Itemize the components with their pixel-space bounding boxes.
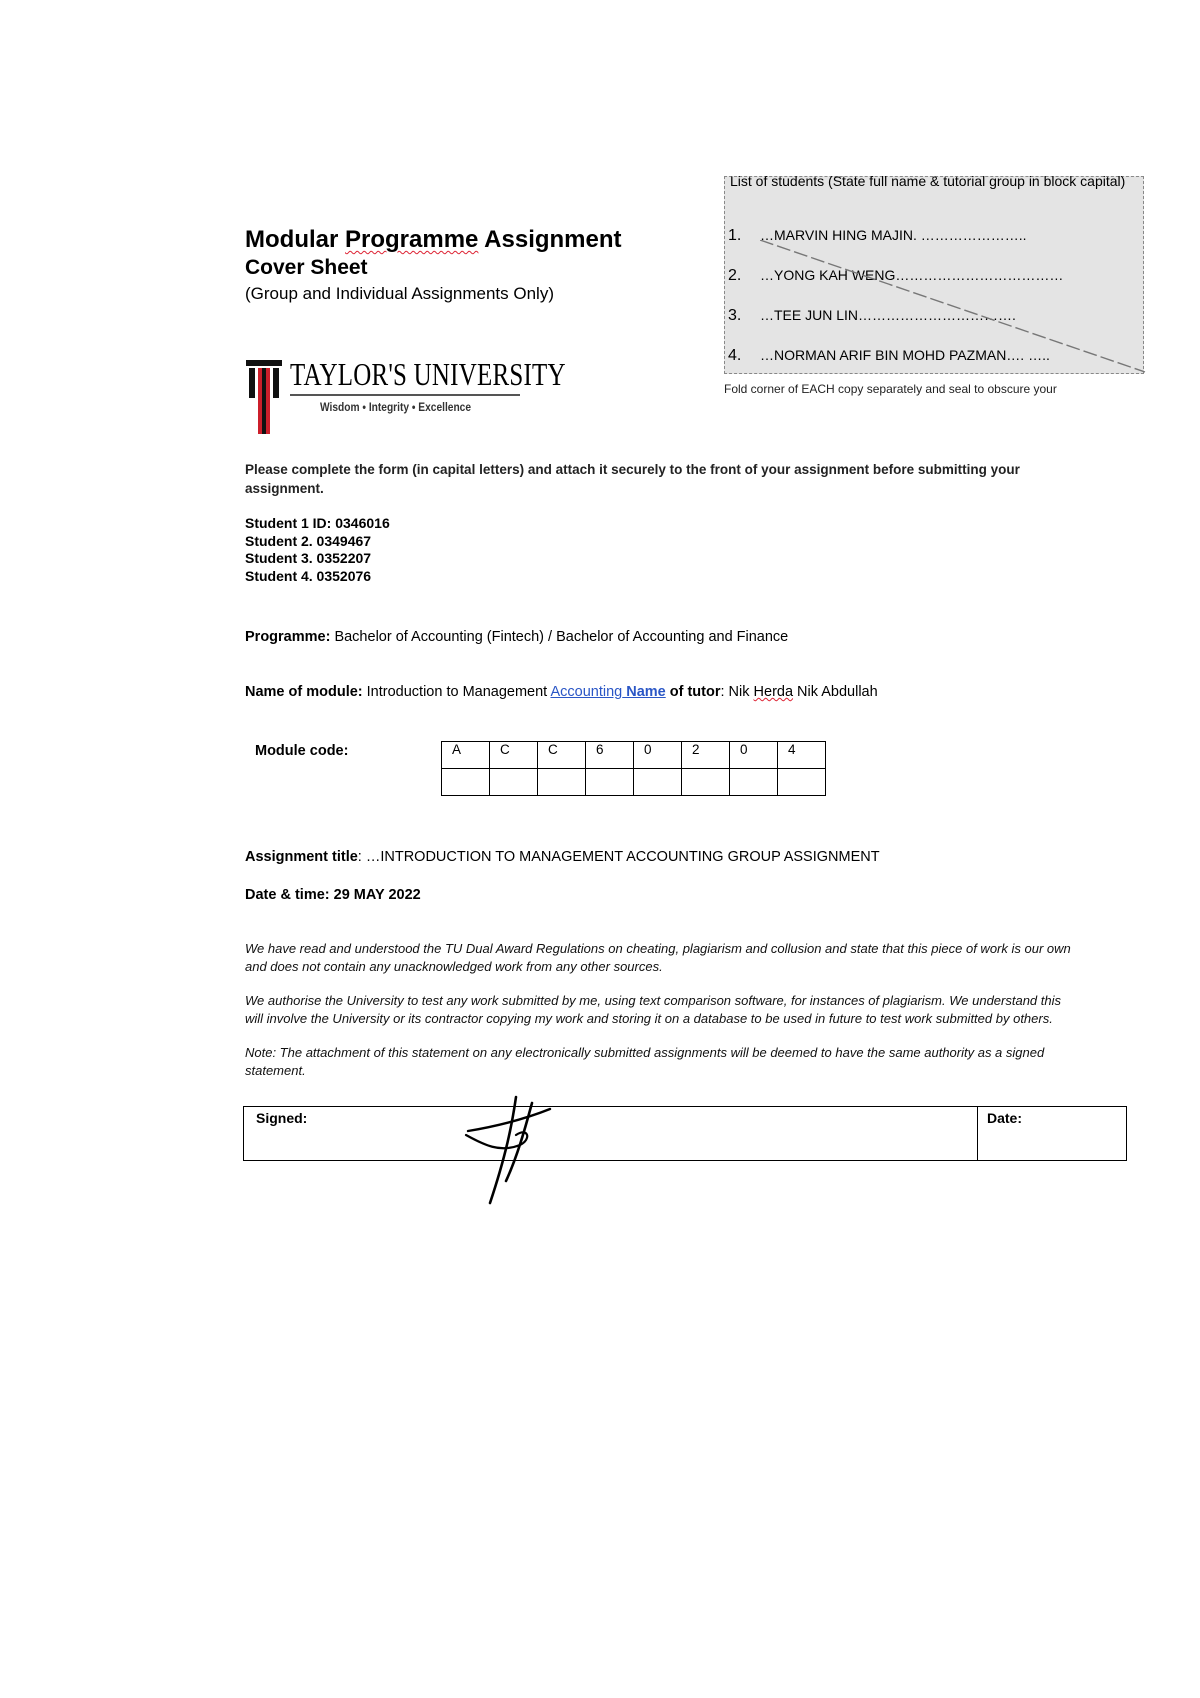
tutor-value: : Nik: [720, 684, 754, 700]
student-ids: [245, 515, 390, 585]
module-label: Name of module:: [245, 684, 363, 700]
module-code-cell: 0: [634, 742, 682, 769]
page-title: [245, 226, 622, 254]
assignment-title-label: Assignment title: [245, 849, 358, 865]
module-field: [245, 683, 878, 701]
list-item-text: …MARVIN HING MAJIN. …………………..: [760, 227, 1027, 243]
tutor-value-flagged: Herda: [753, 684, 794, 700]
module-code-blank-cell: [778, 769, 826, 796]
list-item-number: 1.: [728, 227, 742, 244]
programme-label: Programme:: [245, 629, 331, 645]
date-time-label: Date & time:: [245, 887, 334, 903]
module-value-underlined: Accounting: [550, 684, 623, 700]
handwritten-signature: [462, 1095, 562, 1205]
university-motto: Wisdom • Integrity • Excellence: [320, 400, 472, 414]
list-item-text: …YONG KAH WENG………………………………: [760, 267, 1064, 283]
module-code-cell: C: [490, 742, 538, 769]
fold-line-icon: [760, 240, 1150, 375]
university-name: TAYLOR'S UNIVERSITY: [290, 356, 566, 392]
instructions: Please complete the form (in capital letters) and attach it securely to the front of your assignment before submitting your assignment.: [245, 462, 1020, 496]
fold-note: Fold corner of EACH copy separately and seal to obscure your: [724, 382, 1057, 396]
list-item-text: …TEE JUN LIN…………………………….: [760, 307, 1016, 323]
module-value: Introduction to Management: [362, 684, 551, 700]
title-word: Programme: [345, 226, 479, 253]
date-time-field: [245, 886, 421, 904]
student-list-heading: List of students (State full name & tutorial group in block capital): [730, 173, 1126, 189]
module-code-cell: A: [442, 742, 490, 769]
tutor-label-part: of tutor: [665, 684, 721, 700]
list-item-number: 2.: [728, 267, 742, 284]
date-label: Date:: [987, 1110, 1023, 1126]
module-code-blank-cell: [634, 769, 682, 796]
declaration-paragraph: We have read and understood the TU Dual Award Regulations on cheating, plagiarism and collusion and state that this piece of work is our own and does not contain any unacknowledged work from any other sources.: [245, 941, 1071, 974]
declaration-paragraph: We authorise the University to test any work submitted by me, using text comparison software, for instances of plagiarism. We understand this will involve the University or its contractor copying my work and storing it on a database to be used in future to test work submitted by others.: [245, 993, 1061, 1026]
declaration-note: Note: The attachment of this statement on any electronically submitted assignments will be deemed to have the same authority as a signed statement.: [245, 1045, 1045, 1078]
signature-divider: [977, 1106, 978, 1161]
module-code-cell: 0: [730, 742, 778, 769]
module-code-label: Module code:: [255, 743, 349, 759]
university-crest-icon: [246, 358, 282, 436]
module-code-blank-cell: [586, 769, 634, 796]
title-prefix: Modular: [245, 226, 345, 253]
module-code-blank-cell: [442, 769, 490, 796]
module-code-blank-cell: [538, 769, 586, 796]
logo-divider: [290, 394, 520, 396]
tutor-value: Nik Abdullah: [793, 684, 878, 700]
assignment-title-value: : …INTRODUCTION TO MANAGEMENT ACCOUNTING GROUP ASSIGNMENT: [357, 849, 880, 865]
module-code-blank-cell: [490, 769, 538, 796]
module-code-cell: 6: [586, 742, 634, 769]
title-suffix: Assignment: [478, 226, 622, 253]
scope-note: (Group and Individual Assignments Only): [245, 284, 554, 303]
student-id-line: Student 3. 0352207: [245, 550, 372, 566]
date-time-value: 29 MAY 2022: [333, 887, 421, 903]
assignment-title-field: [245, 848, 880, 866]
student-id-line: Student 4. 0352076: [245, 567, 372, 584]
module-code-cell: 2: [682, 742, 730, 769]
list-item-number: 3.: [728, 307, 742, 324]
list-item-text: …NORMAN ARIF BIN MOHD PAZMAN…. …..: [760, 347, 1050, 363]
page-subtitle: Cover Sheet: [245, 256, 368, 279]
programme-value: Bachelor of Accounting (Fintech) / Bachelor of Accounting and Finance: [330, 629, 789, 645]
student-id-line: Student 1 ID: 0346016: [245, 515, 390, 531]
module-code-blank-cell: [682, 769, 730, 796]
student-id-line: Student 2. 0349467: [245, 532, 372, 549]
module-code-cell: 4: [778, 742, 826, 769]
module-code-blank-cell: [730, 769, 778, 796]
module-code-table: [441, 741, 826, 796]
module-code-cell: C: [538, 742, 586, 769]
list-item-number: 4.: [728, 347, 742, 364]
tutor-label-part: Name: [622, 684, 666, 700]
programme-field: [245, 628, 788, 646]
signed-label: Signed:: [256, 1110, 308, 1126]
